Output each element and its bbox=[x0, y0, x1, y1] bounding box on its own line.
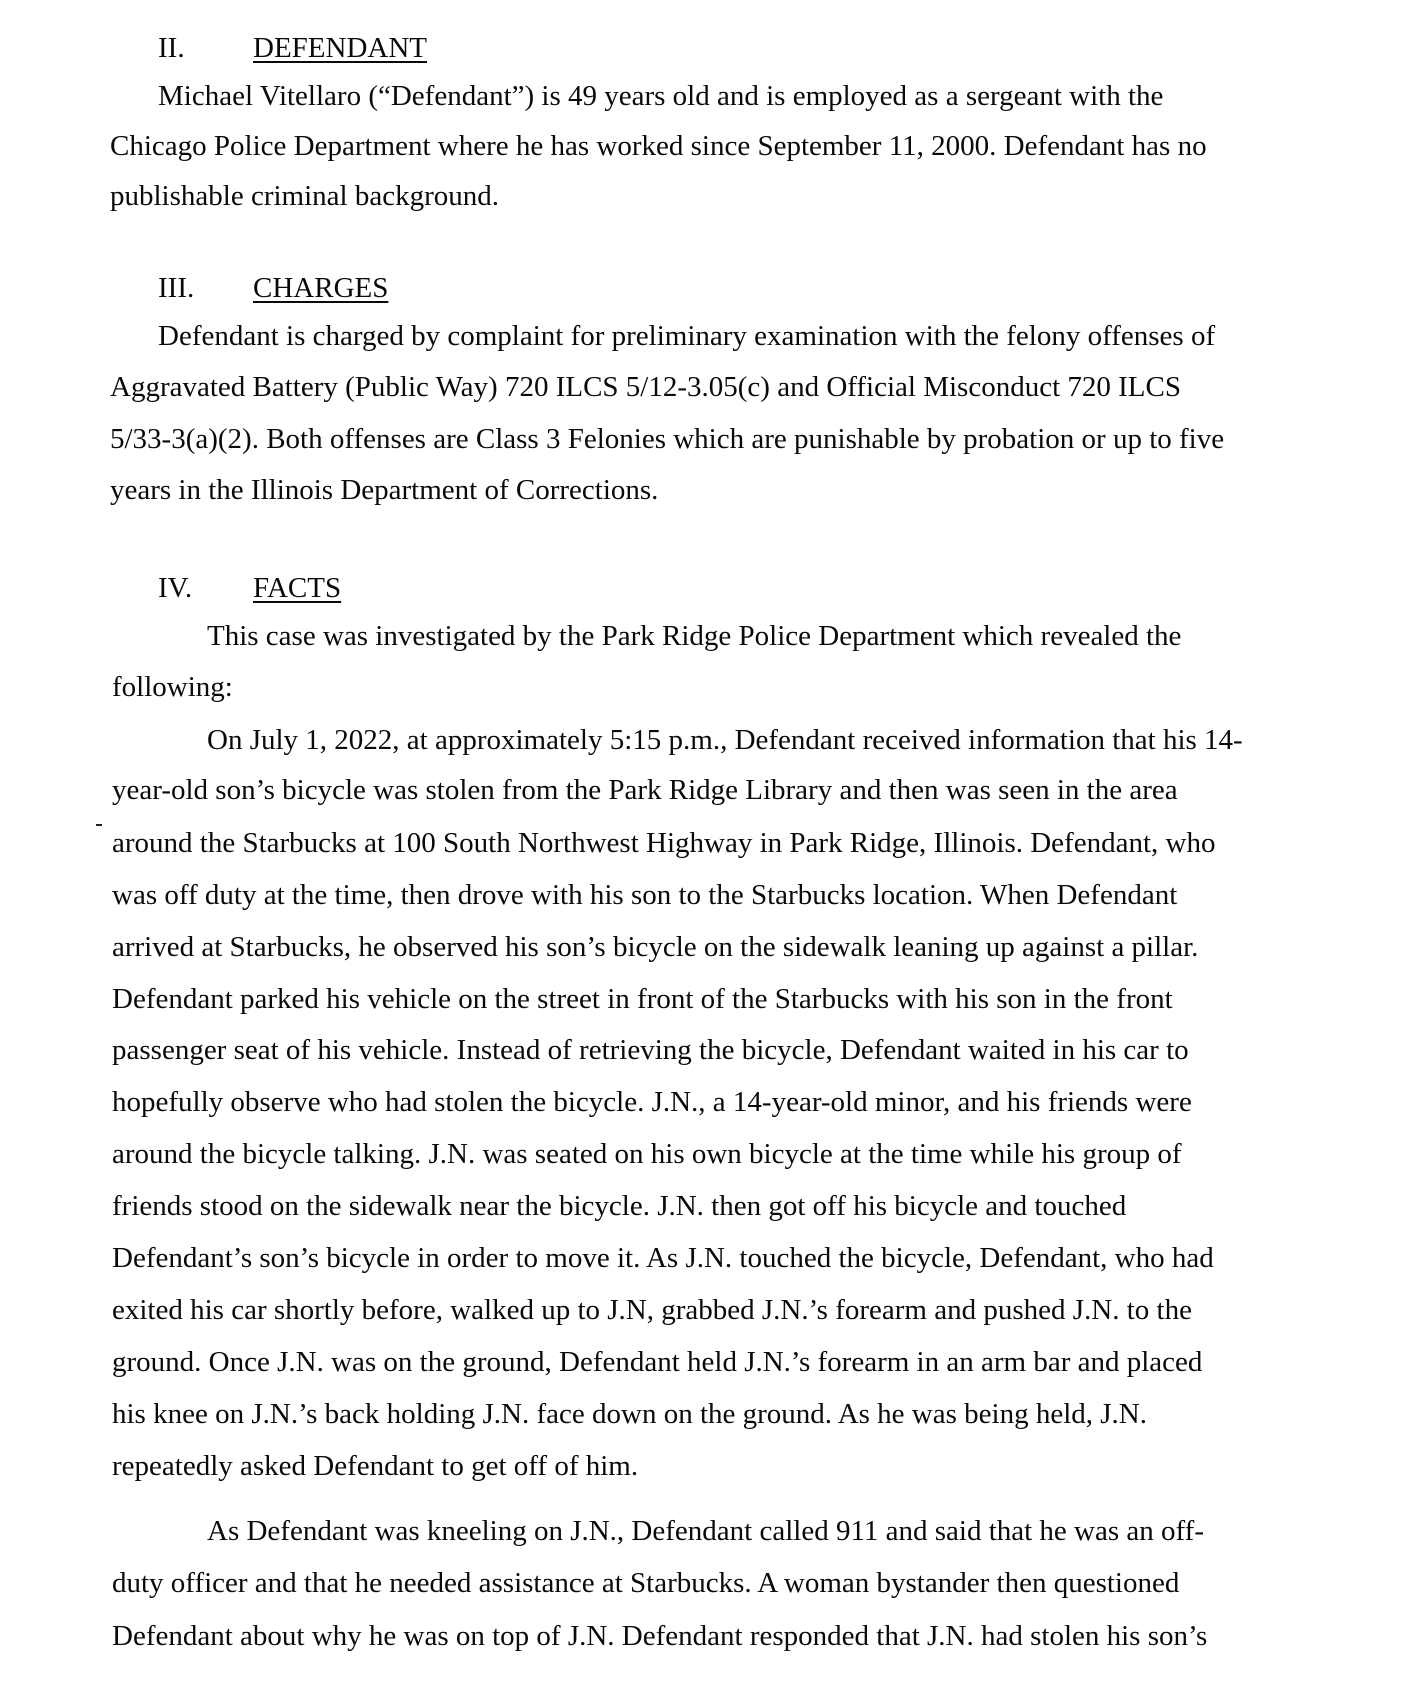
paragraph-line: around the bicycle talking. J.N. was seated on his own bicycle at the time while his group of bbox=[112, 1138, 1182, 1170]
paragraph-line: repeatedly asked Defendant to get off of him. bbox=[112, 1450, 639, 1482]
paragraph-line: hopefully observe who had stolen the bicycle. J.N., a 14-year-old minor, and his friends were bbox=[112, 1086, 1192, 1118]
paragraph-line: his knee on J.N.’s back holding J.N. face down on the ground. As he was being held, J.N. bbox=[112, 1398, 1147, 1430]
paragraph-line: Defendant parked his vehicle on the street in front of the Starbucks with his son in the front bbox=[112, 983, 1173, 1015]
paragraph-line: This case was investigated by the Park Ridge Police Department which revealed the bbox=[207, 620, 1182, 652]
paragraph-line: following: bbox=[112, 671, 233, 703]
paragraph-line: years in the Illinois Department of Corrections. bbox=[110, 474, 659, 506]
paragraph-line: passenger seat of his vehicle. Instead of retrieving the bicycle, Defendant waited in his car to bbox=[112, 1034, 1189, 1066]
paragraph-line: Aggravated Battery (Public Way) 720 ILCS 5/12-3.05(c) and Official Misconduct 720 ILCS bbox=[110, 371, 1181, 403]
paragraph-line: Chicago Police Department where he has worked since September 11, 2000. Defendant has no bbox=[110, 130, 1207, 162]
paragraph-line: year-old son’s bicycle was stolen from the Park Ridge Library and then was seen in the area bbox=[112, 774, 1178, 806]
paragraph-line: friends stood on the sidewalk near the bicycle. J.N. then got off his bicycle and touched bbox=[112, 1190, 1127, 1222]
paragraph-line: was off duty at the time, then drove with his son to the Starbucks location. When Defendant bbox=[112, 879, 1178, 911]
paragraph-line: ground. Once J.N. was on the ground, Defendant held J.N.’s forearm in an arm bar and placed bbox=[112, 1346, 1203, 1378]
section-heading-facts bbox=[158, 570, 341, 606]
section-number: IV. bbox=[158, 572, 193, 604]
section-title: DEFENDANT bbox=[253, 32, 427, 64]
section-title: CHARGES bbox=[253, 272, 389, 304]
scan-mark bbox=[96, 824, 102, 826]
section-number: III. bbox=[158, 272, 195, 304]
paragraph-line: arrived at Starbucks, he observed his son’s bicycle on the sidewalk leaning up against a pillar. bbox=[112, 931, 1199, 963]
paragraph-line: Defendant is charged by complaint for preliminary examination with the felony offenses of bbox=[158, 320, 1216, 352]
paragraph-line: exited his car shortly before, walked up to J.N, grabbed J.N.’s forearm and pushed J.N. to the bbox=[112, 1294, 1192, 1326]
section-number: II. bbox=[158, 32, 185, 64]
paragraph-line: 5/33-3(a)(2). Both offenses are Class 3 Felonies which are punishable by probation or up to five bbox=[110, 423, 1225, 455]
paragraph-line: publishable criminal background. bbox=[110, 180, 499, 212]
section-heading-defendant bbox=[158, 30, 427, 66]
section-heading-charges bbox=[158, 270, 388, 306]
section-title: FACTS bbox=[253, 572, 342, 604]
paragraph-line: around the Starbucks at 100 South Northwest Highway in Park Ridge, Illinois. Defendant, who bbox=[112, 827, 1216, 859]
paragraph-line: Defendant’s son’s bicycle in order to move it. As J.N. touched the bicycle, Defendant, who had bbox=[112, 1242, 1214, 1274]
paragraph-line: Michael Vitellaro (“Defendant”) is 49 years old and is employed as a sergeant with the bbox=[158, 80, 1164, 112]
paragraph-line: As Defendant was kneeling on J.N., Defendant called 911 and said that he was an off- bbox=[207, 1515, 1204, 1547]
paragraph-line: On July 1, 2022, at approximately 5:15 p.m., Defendant received information that his 14- bbox=[207, 724, 1243, 756]
paragraph-line: duty officer and that he needed assistance at Starbucks. A woman bystander then questioned bbox=[112, 1567, 1180, 1599]
paragraph-line: Defendant about why he was on top of J.N. Defendant responded that J.N. had stolen his son’s bbox=[112, 1620, 1208, 1652]
